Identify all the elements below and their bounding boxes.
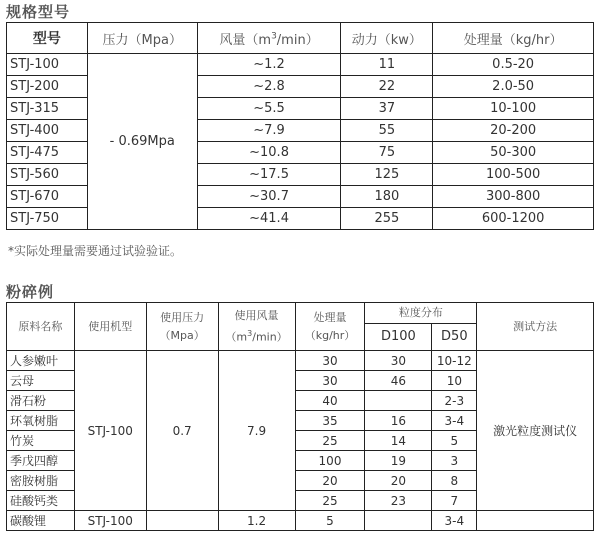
- model-cell: STJ-670: [7, 186, 88, 208]
- use-airflow-unit-suffix: /min）: [252, 330, 288, 344]
- power-cell: 255: [341, 208, 433, 230]
- method-cell: [477, 511, 594, 531]
- use-airflow-label: 使用风量: [234, 308, 279, 322]
- model-header: 型号: [7, 23, 88, 54]
- machine-cell: STJ-100: [74, 351, 146, 511]
- crush-table: [6, 302, 594, 531]
- pressure-header: 压力（Mpa）: [87, 23, 197, 54]
- capacity-cell: 25: [295, 491, 365, 511]
- d100-cell: 16: [365, 411, 432, 431]
- pressure-cell: - 0.69Mpa: [87, 54, 197, 230]
- model-cell: STJ-200: [7, 76, 88, 98]
- d50-cell: 2-3: [432, 391, 477, 411]
- crush-section-title: 粉碎例: [6, 283, 55, 301]
- use-pressure-cell: 0.7: [146, 351, 218, 511]
- power-cell: 37: [341, 98, 433, 120]
- capacity-cell: 20: [295, 471, 365, 491]
- capacity-cell: 5: [295, 511, 365, 531]
- use-pressure-header: [146, 303, 218, 351]
- use-pressure-cell: [146, 511, 218, 531]
- power-cell: 75: [341, 142, 433, 164]
- use-airflow-unit-sup: 3: [247, 328, 253, 338]
- d50-cell: 8: [432, 471, 477, 491]
- power-cell: 22: [341, 76, 433, 98]
- material-cell: 碳酸锂: [7, 511, 75, 531]
- use-pressure-unit: （Mpa）: [159, 328, 205, 342]
- spec-section-title: 规格型号: [6, 3, 71, 21]
- airflow-header-suffix: /min）: [276, 32, 319, 48]
- spec-header-row: [7, 23, 594, 54]
- airflow-cell: ~2.8: [197, 76, 341, 98]
- material-cell: 季戊四醇: [7, 451, 75, 471]
- capacity-cell: 300-800: [433, 186, 594, 208]
- d50-cell: 7: [432, 491, 477, 511]
- material-cell: 滑石粉: [7, 391, 75, 411]
- capacity-cell: 40: [295, 391, 365, 411]
- use-airflow-cell: 1.2: [218, 511, 295, 531]
- power-cell: 180: [341, 186, 433, 208]
- airflow-cell: ~17.5: [197, 164, 341, 186]
- machine-cell: STJ-100: [74, 511, 146, 531]
- airflow-header: [197, 23, 341, 54]
- d50-cell: 10-12: [432, 351, 477, 371]
- d50-header: D50: [432, 324, 477, 351]
- airflow-cell: ~1.2: [197, 54, 341, 76]
- material-cell: 竹炭: [7, 431, 75, 451]
- use-airflow-header: [218, 303, 295, 351]
- airflow-cell: ~41.4: [197, 208, 341, 230]
- machine-header: 使用机型: [74, 303, 146, 351]
- airflow-header-sup: 3: [271, 31, 277, 42]
- model-cell: STJ-475: [7, 142, 88, 164]
- capacity-header: 处理量（kg/hr）: [433, 23, 594, 54]
- method-header: 测试方法: [477, 303, 594, 351]
- spec-table: [6, 22, 594, 230]
- capacity-cell: 2.0-50: [433, 76, 594, 98]
- d100-cell: 23: [365, 491, 432, 511]
- material-header: 原料名称: [7, 303, 75, 351]
- d100-cell: [365, 511, 432, 531]
- material-cell: 环氧树脂: [7, 411, 75, 431]
- d50-cell: 5: [432, 431, 477, 451]
- airflow-header-prefix: 风量（m: [219, 32, 272, 48]
- d50-cell: 3-4: [432, 511, 477, 531]
- power-header: 动力（kw）: [341, 23, 433, 54]
- capacity-label: 处理量: [313, 310, 347, 324]
- d100-cell: 30: [365, 351, 432, 371]
- airflow-cell: ~5.5: [197, 98, 341, 120]
- use-airflow-unit: [219, 325, 295, 347]
- granularity-header: 粒度分布: [365, 303, 477, 324]
- d100-cell: [365, 391, 432, 411]
- model-cell: STJ-100: [7, 54, 88, 76]
- capacity-cell: 100-500: [433, 164, 594, 186]
- capacity-cell: 30: [295, 351, 365, 371]
- model-cell: STJ-750: [7, 208, 88, 230]
- material-cell: 云母: [7, 371, 75, 391]
- power-cell: 55: [341, 120, 433, 142]
- capacity-cell: 100: [295, 451, 365, 471]
- crush-row-last: [7, 511, 594, 531]
- d100-cell: 46: [365, 371, 432, 391]
- d50-cell: 10: [432, 371, 477, 391]
- crush-row: [7, 351, 594, 371]
- power-cell: 11: [341, 54, 433, 76]
- method-cell: 激光粒度测试仪: [477, 351, 594, 511]
- spec-row: [7, 54, 594, 76]
- airflow-cell: ~10.8: [197, 142, 341, 164]
- use-pressure-label: 使用压力: [160, 310, 205, 324]
- capacity-cell: 25: [295, 431, 365, 451]
- model-cell: STJ-400: [7, 120, 88, 142]
- capacity-cell: 600-1200: [433, 208, 594, 230]
- capacity-cell: 35: [295, 411, 365, 431]
- use-airflow-unit-prefix: （m: [225, 330, 248, 344]
- capacity-cell: 10-100: [433, 98, 594, 120]
- use-airflow-cell: 7.9: [218, 351, 295, 511]
- d100-cell: 14: [365, 431, 432, 451]
- crush-header-row: [7, 303, 594, 324]
- model-cell: STJ-560: [7, 164, 88, 186]
- material-cell: 密胺树脂: [7, 471, 75, 491]
- capacity-note: *实际处理量需要通过试验验证。: [8, 244, 183, 258]
- d100-cell: 20: [365, 471, 432, 491]
- power-cell: 125: [341, 164, 433, 186]
- capacity-unit: （kg/hr）: [304, 328, 356, 342]
- capacity-cell: 0.5-20: [433, 54, 594, 76]
- d50-cell: 3: [432, 451, 477, 471]
- model-cell: STJ-315: [7, 98, 88, 120]
- capacity-header: [295, 303, 365, 351]
- capacity-cell: 50-300: [433, 142, 594, 164]
- d100-header: D100: [365, 324, 432, 351]
- airflow-cell: ~7.9: [197, 120, 341, 142]
- airflow-cell: ~30.7: [197, 186, 341, 208]
- capacity-cell: 20-200: [433, 120, 594, 142]
- material-cell: 人参嫩叶: [7, 351, 75, 371]
- d100-cell: 19: [365, 451, 432, 471]
- material-cell: 硅酸钙类: [7, 491, 75, 511]
- d50-cell: 3-4: [432, 411, 477, 431]
- capacity-cell: 30: [295, 371, 365, 391]
